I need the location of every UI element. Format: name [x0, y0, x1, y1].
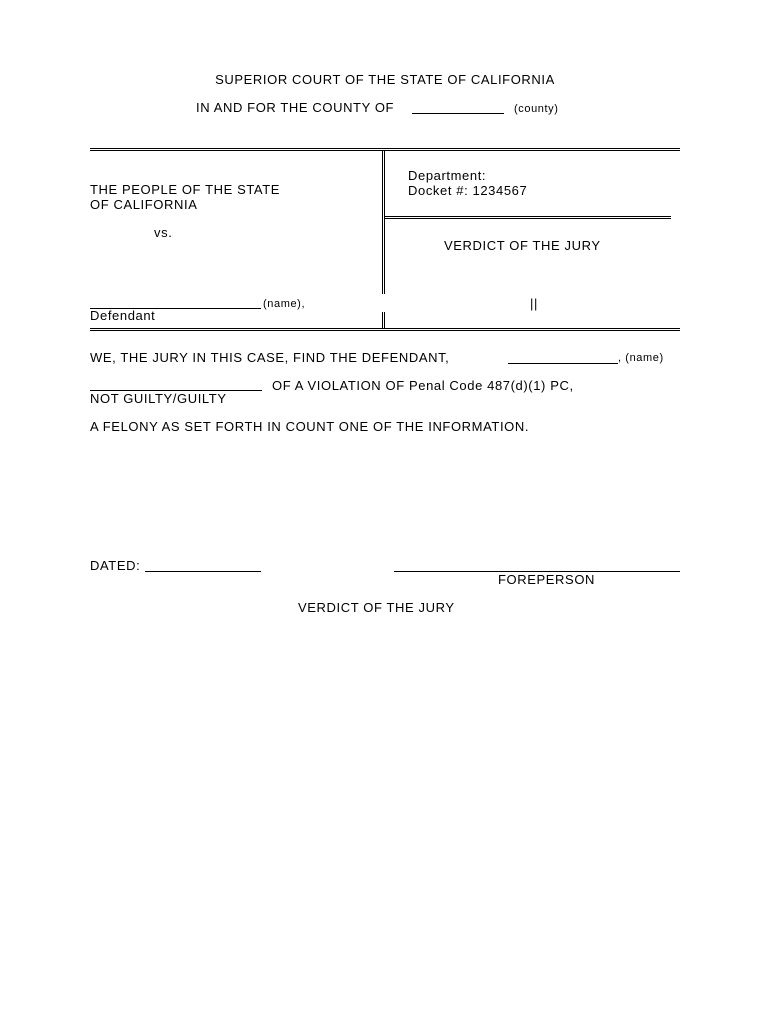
footer-title: VERDICT OF THE JURY: [298, 600, 455, 615]
foreperson-label: FOREPERSON: [498, 572, 596, 587]
department-label: Department:: [408, 168, 487, 183]
verdict-felony-text: A FELONY AS SET FORTH IN COUNT ONE OF THE INFORMATION.: [90, 419, 530, 434]
caption-divider-lower: [382, 312, 385, 328]
verdict-violation-text: OF A VIOLATION OF Penal Code 487(d)(1) PC,: [272, 378, 574, 393]
county-hint: (county): [514, 103, 559, 115]
plaintiff-line1: THE PEOPLE OF THE STATE: [90, 182, 281, 197]
defendant-label: Defendant: [90, 308, 156, 323]
county-blank-line: [412, 113, 504, 114]
docket-label: Docket #: 1234567: [408, 183, 528, 198]
county-prefix: IN AND FOR THE COUNTY OF: [196, 100, 395, 115]
document-title: VERDICT OF THE JURY: [444, 238, 601, 253]
caption-bottom-rule: [90, 328, 680, 331]
verdict-finding-hint: NOT GUILTY/GUILTY: [90, 391, 227, 406]
verdict-name-blank-line: [508, 363, 618, 364]
defendant-name-hint: (name),: [263, 298, 306, 310]
court-title: SUPERIOR COURT OF THE STATE OF CALIFORNIA: [215, 72, 555, 87]
verdict-line1-prefix: WE, THE JURY IN THIS CASE, FIND THE DEFENDANT,: [90, 350, 450, 365]
dated-blank-line: [145, 571, 261, 572]
versus-text: vs.: [154, 225, 173, 240]
stray-rule-mark: ||: [530, 296, 538, 311]
dated-label: DATED:: [90, 558, 141, 573]
caption-divider-upper: [382, 151, 385, 294]
caption-right-rule: [385, 216, 671, 219]
verdict-name-hint: , (name): [618, 352, 664, 364]
plaintiff-line2: OF CALIFORNIA: [90, 197, 198, 212]
caption-top-rule: [90, 148, 680, 151]
